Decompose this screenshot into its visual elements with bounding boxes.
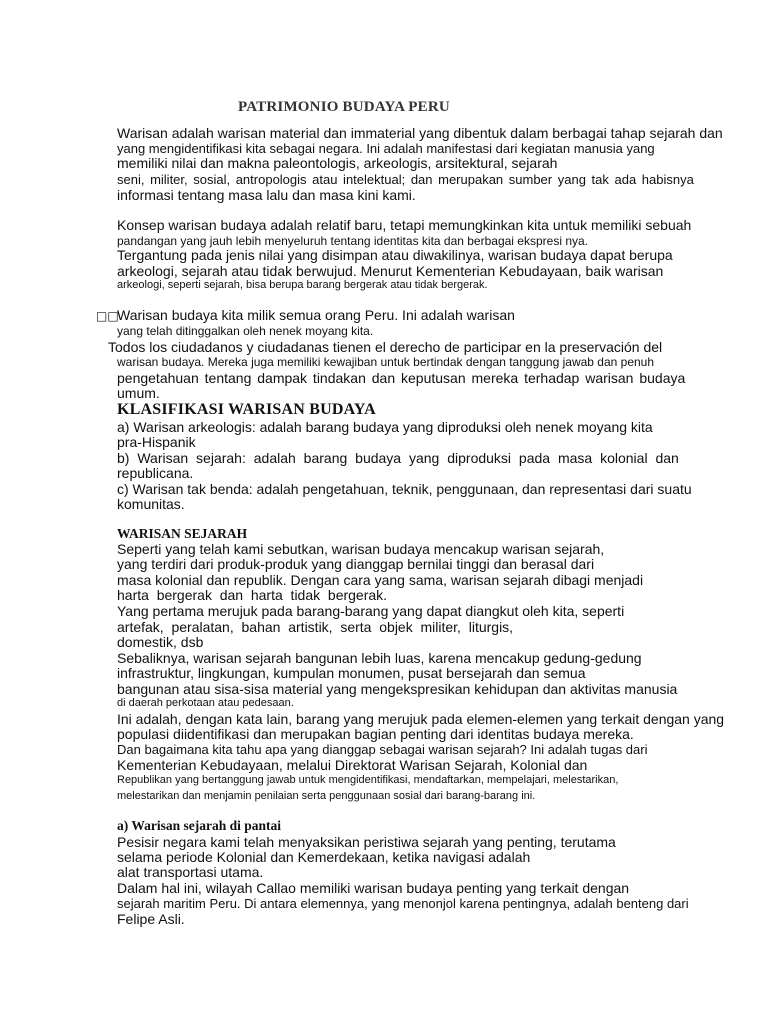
ws-line-5: Yang pertama merujuk pada barang-barang yang dapat diangkut oleh kita, seperti	[117, 603, 625, 619]
ws-line-15: Kementerian Kebudayaan, melalui Direktorat Warisan Sejarah, Kolonial dan	[117, 757, 588, 773]
bullet-glyph: □□	[96, 309, 119, 323]
ws-line-1: Seperti yang telah kami sebutkan, warisan budaya mencakup warisan sejarah,	[117, 541, 605, 557]
p1-line-3: memiliki nilai dan makna paleontologis, arkeologis, arsitektural, sejarah	[117, 155, 558, 171]
klasifikasi-line-4: republicana.	[117, 465, 194, 481]
p2-line-1: Konsep warisan budaya adalah relatif baru, tetapi memungkinkan kita untuk memiliki sebuah	[117, 217, 692, 233]
warisan-sejarah-heading: WARISAN SEJARAH	[117, 526, 248, 541]
ws-line-3: masa kolonial dan republik. Dengan cara yang sama, warisan sejarah dibagi menjadi	[117, 572, 644, 588]
ws-line-7: domestik, dsb	[117, 634, 204, 650]
p2-line-2: pandangan yang jauh lebih menyeluruh tentang identitas kita dan berbagai ekspresi nya.	[117, 234, 588, 248]
klasifikasi-line-2: pra-Hispanik	[117, 434, 196, 450]
ws-line-17: melestarikan dan menjamin penilaian serta penggunaan sosial dari barang-barang ini.	[117, 790, 536, 802]
pantai-line-4: Dalam hal ini, wilayah Callao memiliki warisan budaya penting yang terkait dengan	[117, 880, 630, 896]
p1-line-5: informasi tentang masa lalu dan masa kini kami.	[117, 187, 416, 203]
p3-line-2: yang telah ditinggalkan oleh nenek moyang kita.	[117, 324, 374, 338]
p3-line-6: umum.	[117, 385, 160, 401]
pantai-line-2: selama periode Kolonial dan Kemerdekaan, ketika navigasi adalah	[117, 849, 531, 865]
ws-line-10: bangunan atau sisa-sisa material yang mengekspresikan kehidupan dan aktivitas manusia	[117, 681, 678, 697]
ws-line-14: Dan bagaimana kita tahu apa yang dianggap sebagai warisan sejarah? Ini adalah tugas dari	[117, 742, 648, 757]
klasifikasi-line-3: b) Warisan sejarah: adalah barang budaya yang diproduksi pada masa kolonial dan	[117, 450, 679, 466]
p1-line-2: yang mengidentifikasi kita sebagai negara. Ini adalah manifestasi dari kegiatan manusia yang	[117, 141, 655, 156]
p2-line-5: arkeologi, seperti sejarah, bisa berupa barang bergerak atau tidak bergerak.	[117, 279, 488, 291]
ws-line-16: Republikan yang bertanggung jawab untuk mengidentifikasi, mendaftarkan, mempelajari, melestarikan,	[117, 774, 619, 786]
ws-line-9: infrastruktur, lingkungan, kumpulan monumen, pusat bersejarah dan semua	[117, 665, 586, 681]
page-title: PATRIMONIO BUDAYA PERU	[238, 99, 450, 115]
klasifikasi-line-1: a) Warisan arkeologis: adalah barang budaya yang diproduksi oleh nenek moyang kita	[117, 419, 653, 435]
p3-line-5: pengetahuan tentang dampak tindakan dan keputusan mereka terhadap warisan budaya	[117, 370, 686, 386]
klasifikasi-heading: KLASIFIKASI WARISAN BUDAYA	[117, 401, 376, 418]
ws-line-8: Sebaliknya, warisan sejarah bangunan lebih luas, karena mencakup gedung-gedung	[117, 650, 642, 666]
pantai-line-1: Pesisir negara kami telah menyaksikan peristiwa sejarah yang penting, terutama	[117, 834, 616, 850]
p3-line-3: Todos los ciudadanos y ciudadanas tienen el derecho de participar en la preservación del	[108, 339, 663, 355]
ws-line-11: di daerah perkotaan atau pedesaan.	[117, 697, 294, 709]
p1-line-4: seni, militer, sosial, antropologis atau intelektual; dan merupakan sumber yang tak ada habisnya	[117, 172, 694, 187]
ws-line-12: Ini adalah, dengan kata lain, barang yang merujuk pada elemen-elemen yang terkait dengan yang	[117, 711, 725, 727]
pantai-line-5: sejarah maritim Peru. Di antara elemennya, yang menonjol karena pentingnya, adalah benteng dari	[117, 896, 689, 911]
p3-line-4: warisan budaya. Mereka juga memiliki kewajiban untuk bertindak dengan tanggung jawab dan penuh	[117, 355, 655, 369]
ws-line-13: populasi diidentifikasi dan merupakan bagian penting dari identitas budaya mereka.	[117, 726, 634, 742]
ws-line-6: artefak, peralatan, bahan artistik, serta objek militer, liturgis,	[117, 619, 514, 635]
p3-line-1: Warisan budaya kita milik semua orang Peru. Ini adalah warisan	[117, 307, 515, 323]
pantai-line-6: Felipe Asli.	[117, 911, 185, 927]
ws-line-2: yang terdiri dari produk-produk yang dianggap bernilai tinggi dan berasal dari	[117, 556, 595, 572]
klasifikasi-line-5: c) Warisan tak benda: adalah pengetahuan, teknik, penggunaan, dan representasi dari suatu	[117, 481, 692, 497]
p2-line-4: arkeologi, sejarah atau tidak berwujud. Menurut Kementerian Kebudayaan, baik warisan	[117, 263, 664, 279]
p2-line-3: Tergantung pada jenis nilai yang disimpan atau diwakilinya, warisan budaya dapat berupa	[117, 247, 673, 263]
klasifikasi-line-6: komunitas.	[117, 496, 185, 512]
pantai-heading: a) Warisan sejarah di pantai	[117, 818, 282, 833]
ws-line-4: harta bergerak dan harta tidak bergerak.	[117, 587, 388, 603]
p1-line-1: Warisan adalah warisan material dan immaterial yang dibentuk dalam berbagai tahap sejarah dan	[117, 125, 723, 141]
pantai-line-3: alat transportasi utama.	[117, 864, 264, 880]
